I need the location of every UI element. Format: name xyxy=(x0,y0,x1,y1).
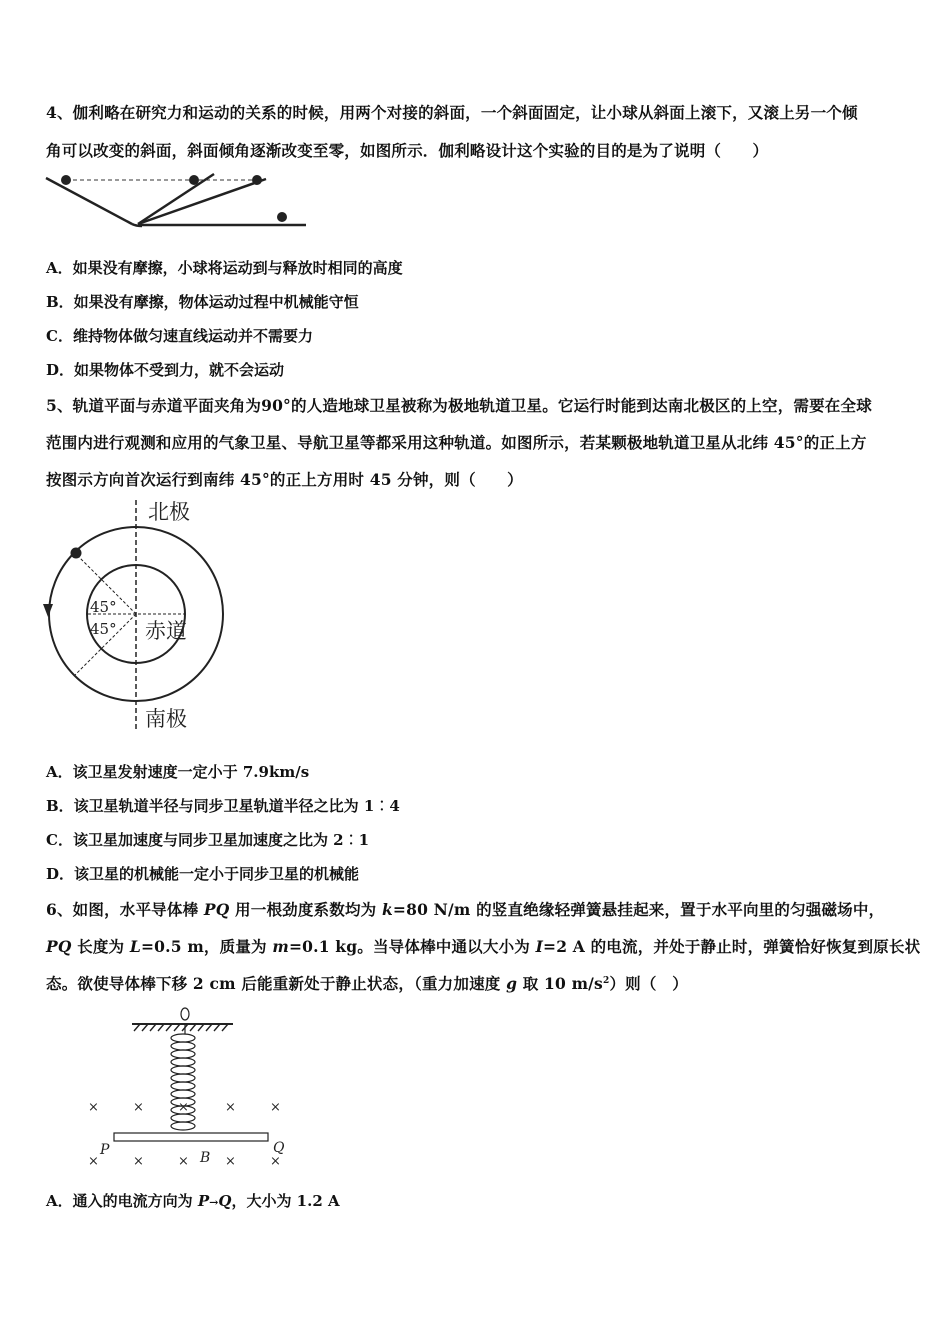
field-cross: × xyxy=(178,1100,189,1115)
satellite-dot xyxy=(71,548,82,559)
ball-3 xyxy=(252,175,262,185)
angle-top-label: 45° xyxy=(90,598,117,616)
q5-option-a: A．该卫星发射速度一定小于 7.9km/s xyxy=(46,763,310,781)
q5-stem-line3: 按图示方向首次运行到南纬 45°的正上方用时 45 分钟，则（ ） xyxy=(46,470,523,489)
field-cross: × xyxy=(225,1100,236,1115)
conductor-rod xyxy=(114,1133,268,1141)
field-cross: × xyxy=(225,1154,236,1169)
q5-option-c: C．该卫星加速度与同步卫星加速度之比为 2︰1 xyxy=(46,831,370,849)
field-cross: × xyxy=(88,1154,99,1169)
ceiling-hatch xyxy=(134,1024,228,1031)
field-cross: × xyxy=(133,1154,144,1169)
q4-option-b: B．如果没有摩擦，物体运动过程中机械能守恒 xyxy=(46,293,359,311)
q4-stem-line1: 4、伽利略在研究力和运动的关系的时候，用两个对接的斜面，一个斜面固定，让小球从斜面上滚下，又滚上另一个倾 xyxy=(46,103,858,122)
q5-option-b: B．该卫星轨道半径与同步卫星轨道半径之比为 1︰4 xyxy=(46,797,400,815)
field-cross: × xyxy=(133,1100,144,1115)
label-q: Q xyxy=(273,1140,285,1156)
q5-stem-line2: 范围内进行观测和应用的气象卫星、导航卫星等都采用这种轨道。如图所示，若某颗极地轨道卫星从北纬 45°的正上方 xyxy=(46,433,867,452)
q4-option-c: C．维持物体做匀速直线运动并不需要力 xyxy=(46,327,313,345)
q5-orbit-figure xyxy=(40,496,240,736)
field-cross: × xyxy=(270,1100,281,1115)
field-cross: × xyxy=(270,1154,281,1169)
angle-bottom-label: 45° xyxy=(90,620,117,638)
q6-option-a: A．通入的电流方向为 P→Q，大小为 1.2 A xyxy=(46,1192,340,1210)
q4-incline-figure xyxy=(44,168,314,232)
ball-flat xyxy=(277,212,287,222)
q4-option-d: D．如果物体不受到力，就不会运动 xyxy=(46,361,285,379)
q5-stem-line1: 5、轨道平面与赤道平面夹角为90°的人造地球卫星被称为极地轨道卫星。它运行时能到达南北极区的上空，需要在全球 xyxy=(46,396,872,415)
label-p: P xyxy=(100,1142,110,1158)
ball-2 xyxy=(189,175,199,185)
q6-stem-line1: 6、如图，水平导体棒 PQ 用一根劲度系数均为 k=80 N/m 的竖直绝缘轻弹簧悬挂起来，置于水平向里的匀强磁场中， xyxy=(46,900,885,919)
equator-label: 赤道 xyxy=(145,619,187,643)
q6-stem-line2: PQ 长度为 L=0.5 m，质量为 m=0.1 kg。当导体棒中通以大小为 I=2 A 的电流，并处于静止时，弹簧恰好恢复到原长状 xyxy=(46,937,921,956)
direction-arrow xyxy=(43,604,53,617)
ball-start xyxy=(61,175,71,185)
incline-lines xyxy=(46,174,306,226)
label-b: B xyxy=(200,1150,211,1166)
q6-spring-figure xyxy=(80,1004,300,1174)
field-cross: × xyxy=(178,1154,189,1169)
north-pole-label: 北极 xyxy=(148,500,190,524)
q4-option-a: A．如果没有摩擦，小球将运动到与释放时相同的高度 xyxy=(46,259,403,277)
south-pole-label: 南极 xyxy=(145,707,187,731)
field-cross: × xyxy=(88,1100,99,1115)
q4-stem-line2: 角可以改变的斜面，斜面倾角逐渐改变至零，如图所示．伽利略设计这个实验的目的是为了说明（ ） xyxy=(46,141,769,160)
q5-option-d: D．该卫星的机械能一定小于同步卫星的机械能 xyxy=(46,865,360,883)
q6-stem-line3: 态。欲使导体棒下移 2 cm 后能重新处于静止状态，（重力加速度 g 取 10 $m/s^2$）则（ ） xyxy=(46,974,688,993)
